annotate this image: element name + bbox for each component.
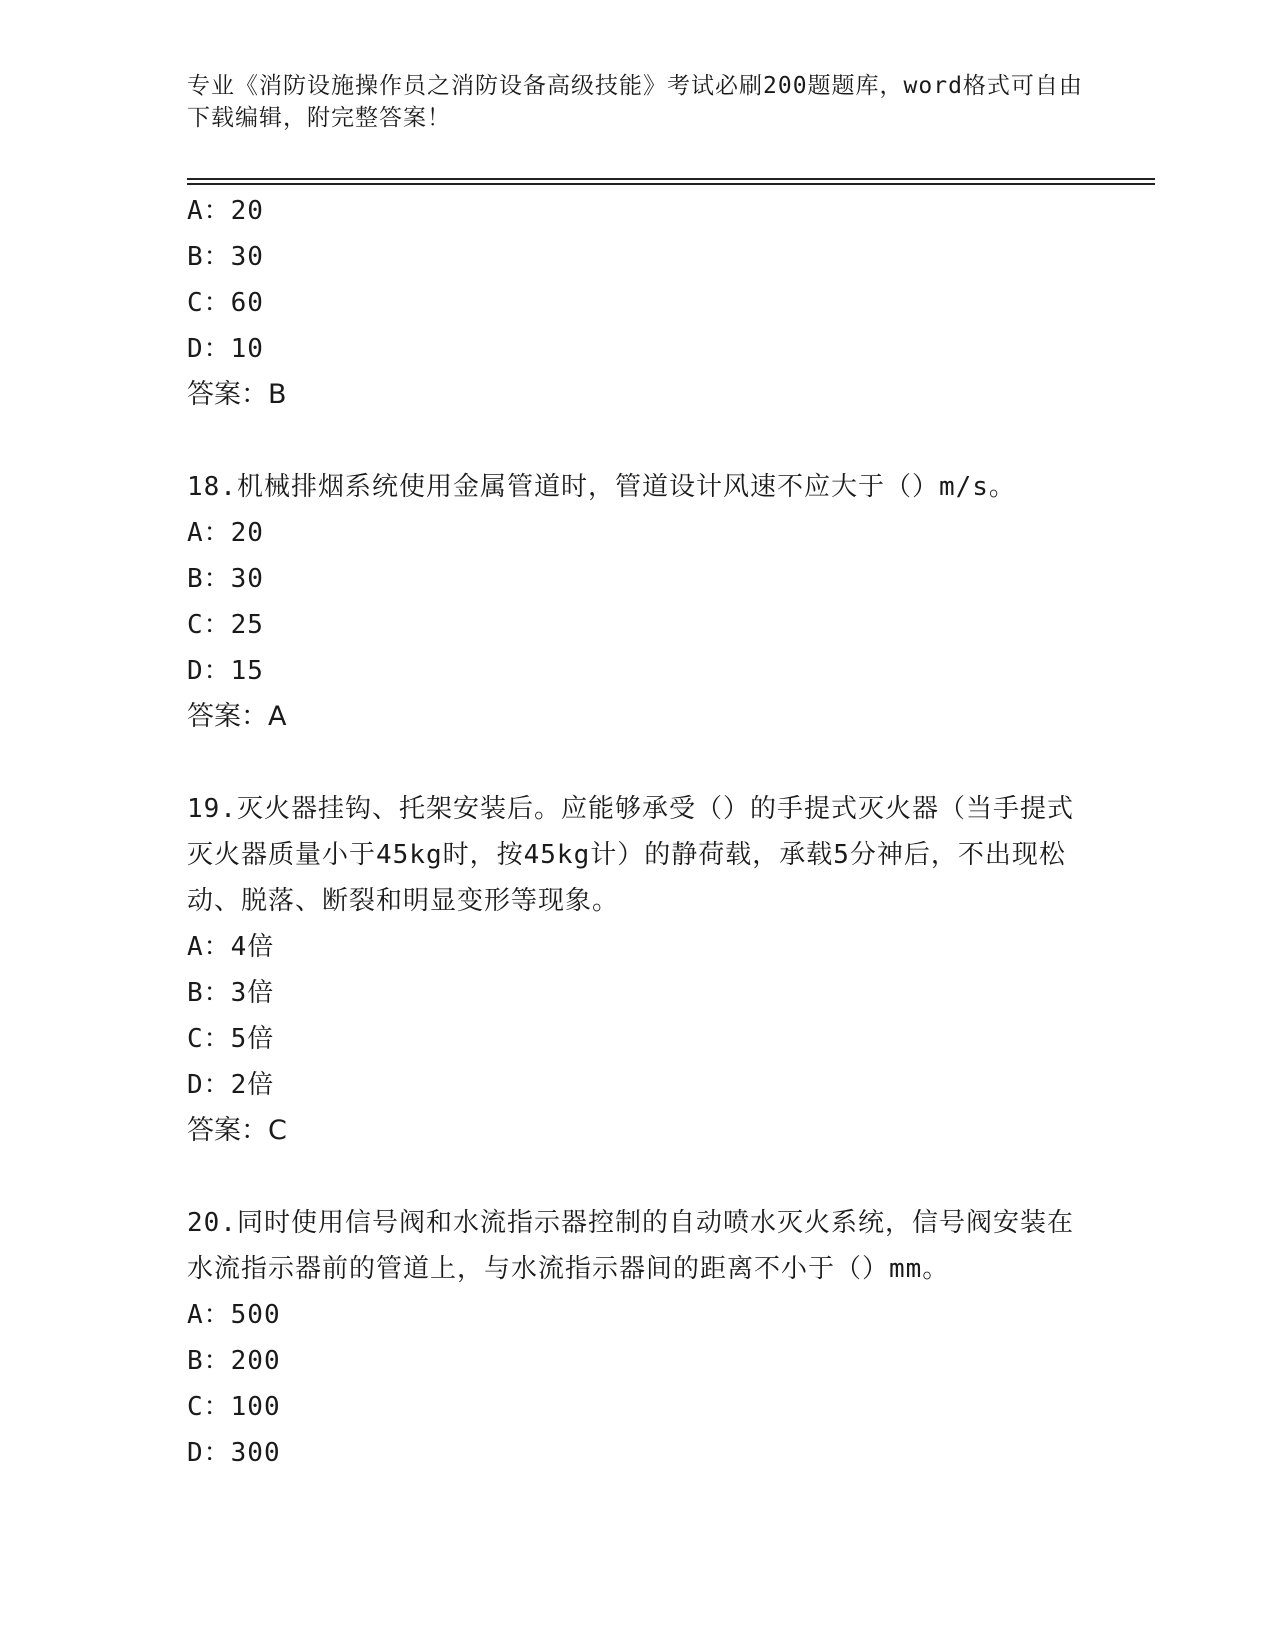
question-18-option-d: D：15 [187,656,264,686]
header-divider-bottom [187,183,1155,185]
question-19-option-c: C：5倍 [187,1024,275,1054]
question-20-text: 20.同时使用信号阀和水流指示器控制的自动喷水灭火系统，信号阀安装在水流指示器前的管道上，与水流指示器间的距离不小于（）mm。 [187,1208,1074,1284]
question-17-option-b: B：30 [187,242,264,272]
question-18-option-c: C：25 [187,610,264,640]
question-18-block [187,464,1087,740]
question-19-option-b: B：3倍 [187,978,275,1008]
spacer [187,1154,1087,1200]
spacer [187,740,1087,786]
question-17-option-a: A：20 [187,196,264,226]
question-19-answer: 答案：C [187,1115,287,1146]
question-19-option-d: D：2倍 [187,1070,275,1100]
question-20-option-b: B：200 [187,1346,281,1376]
question-17-block [187,188,1087,418]
question-18-text: 18.机械排烟系统使用金属管道时，管道设计风速不应大于（）m/s。 [187,472,1016,502]
question-19-option-a: A：4倍 [187,932,275,962]
question-20-option-c: C：100 [187,1392,281,1422]
question-19-block [187,786,1087,1154]
question-19-text: 19.灭火器挂钩、托架安装后。应能够承受（）的手提式灭火器（当手提式灭火器质量小于45kg时，按45kg计）的静荷载，承载5分神后，不出现松动、脱落、断裂和明显变形等现象。 [187,794,1074,916]
question-20-option-a: A：500 [187,1300,281,1330]
question-list [187,188,1087,1476]
question-20-option-d: D：300 [187,1438,281,1468]
question-18-answer: 答案：A [187,701,287,732]
question-17-option-d: D：10 [187,334,264,364]
document-header: 专业《消防设施操作员之消防设备高级技能》考试必刷200题题库，word格式可自由下载编辑，附完整答案！ [187,73,1083,131]
question-18-option-a: A：20 [187,518,264,548]
question-17-answer: 答案：B [187,379,287,410]
question-18-option-b: B：30 [187,564,264,594]
spacer [187,418,1087,464]
question-17-option-c: C：60 [187,288,264,318]
question-20-block [187,1200,1087,1476]
header-divider-top [187,178,1155,180]
